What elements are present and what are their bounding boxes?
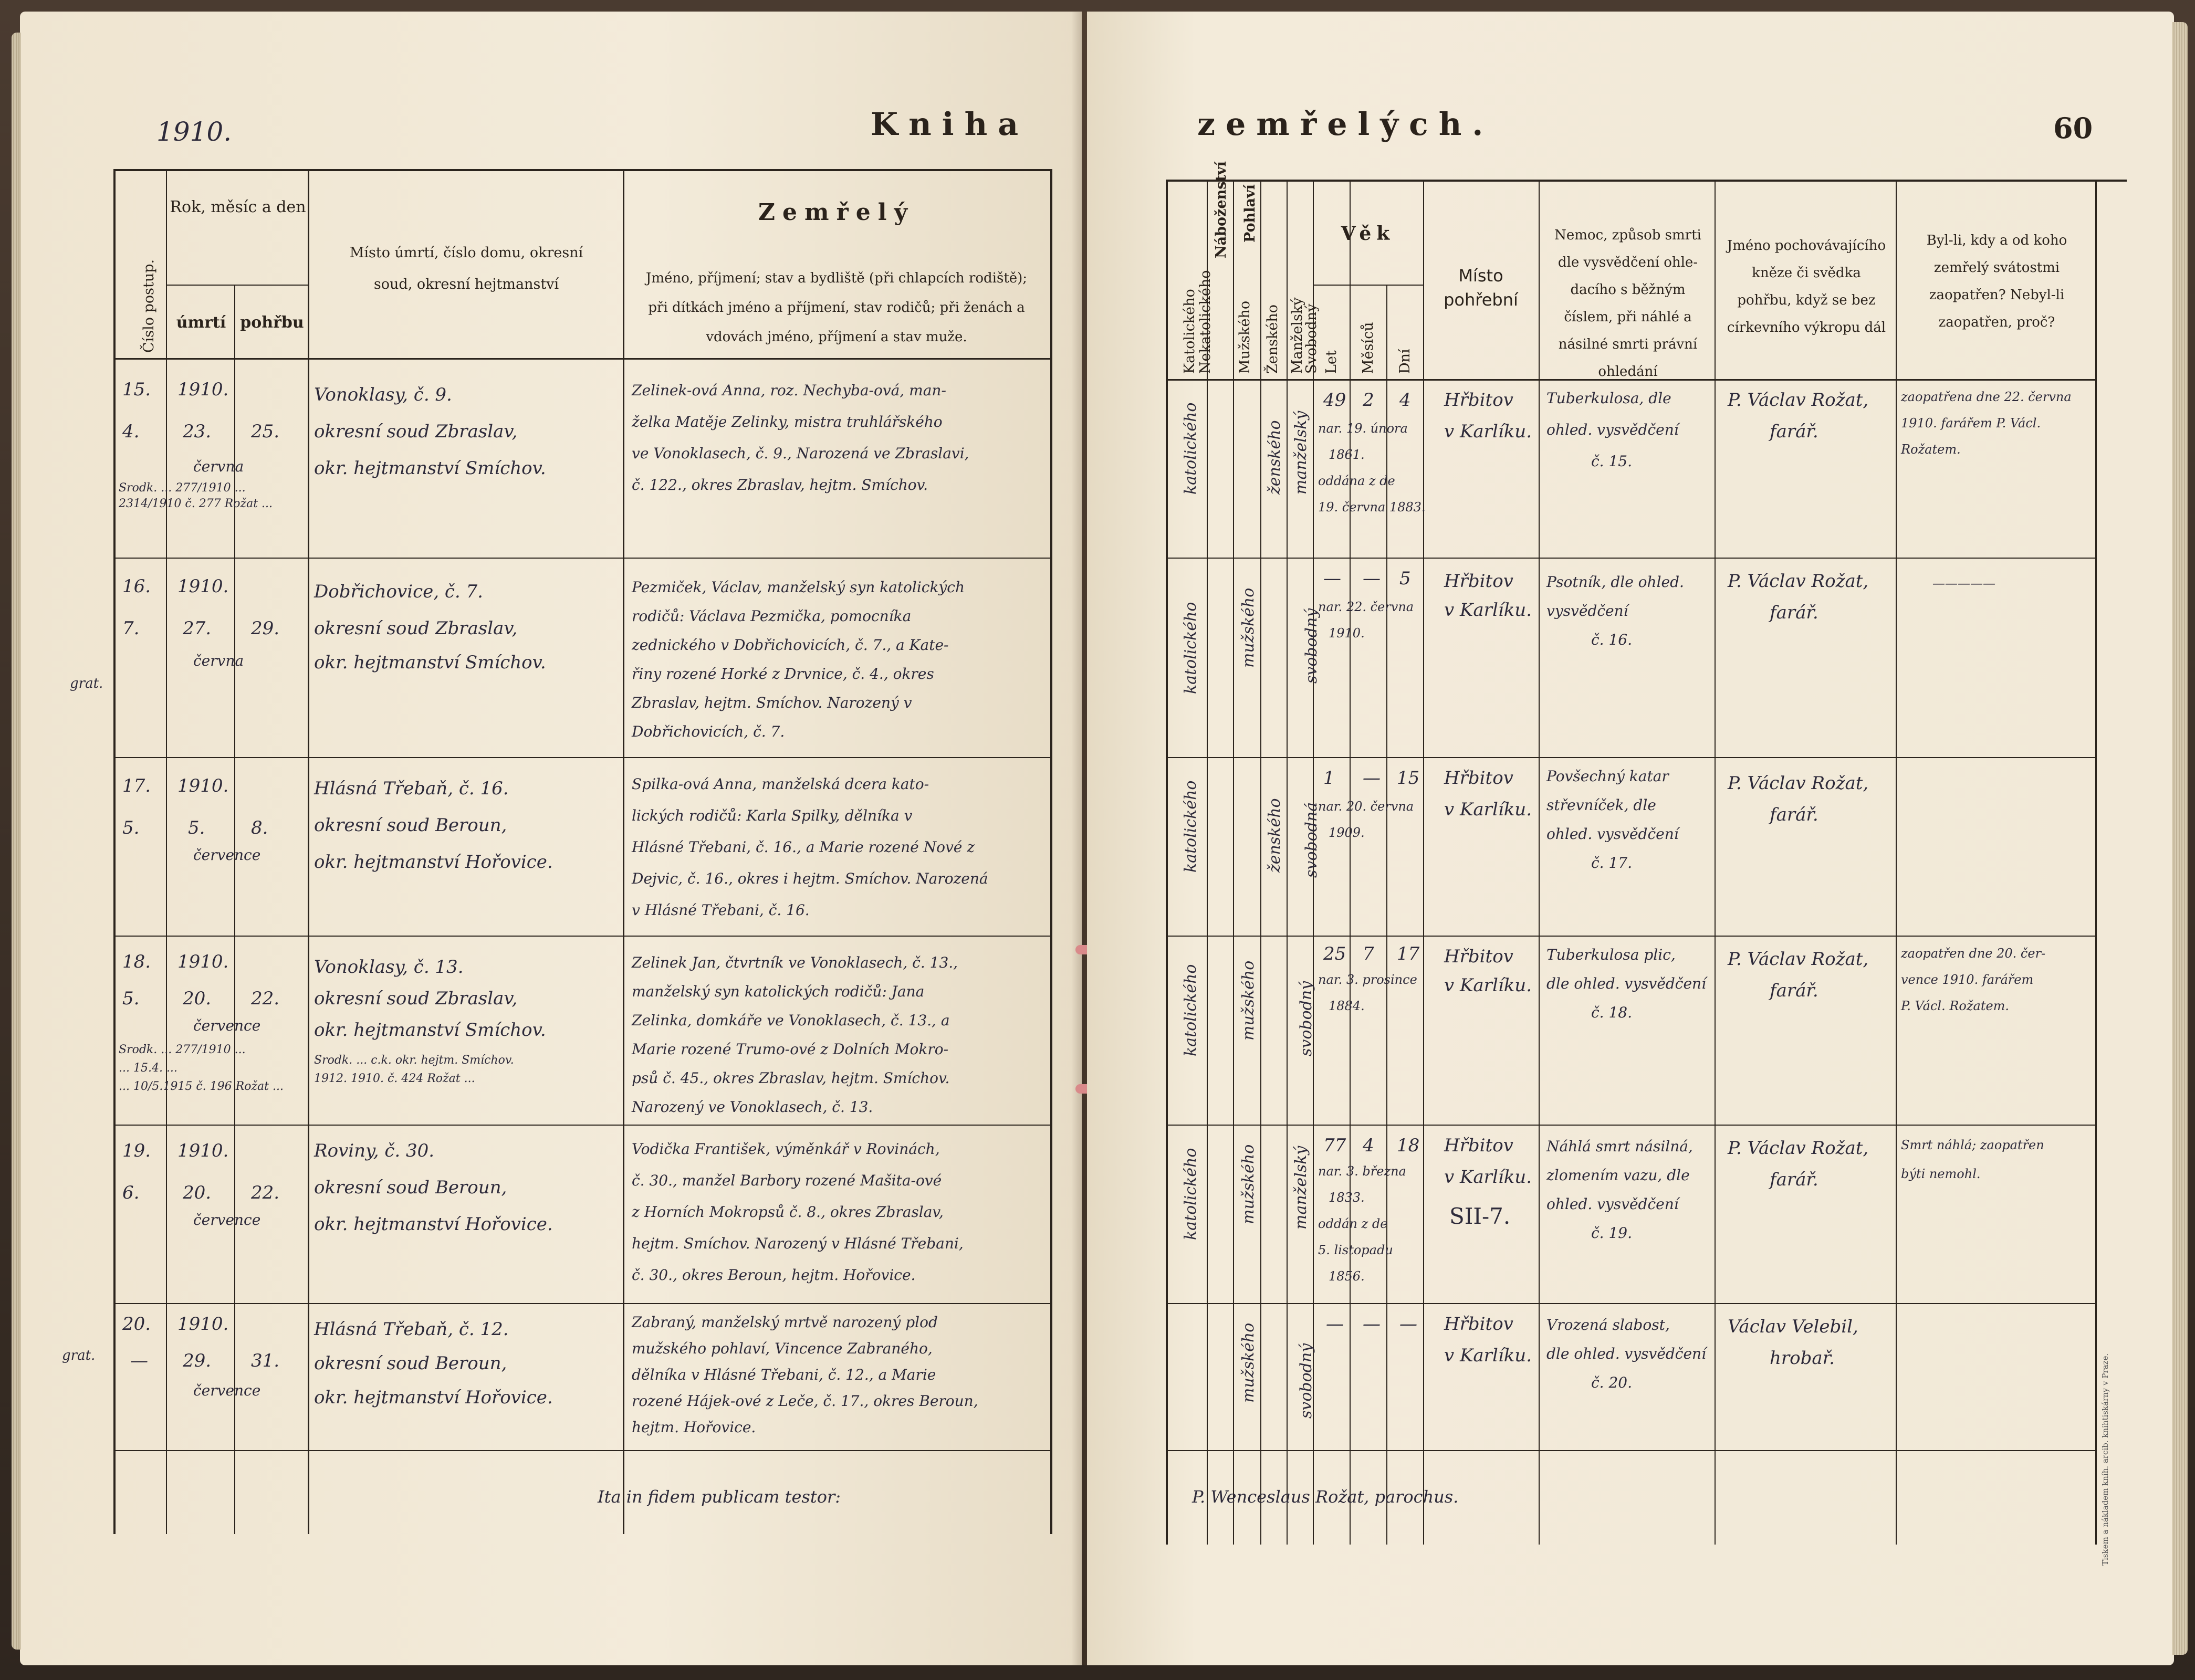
row-sacrament: zaopatřen dne 20. čer- [1901, 946, 2046, 961]
row-religion: katolického [1182, 402, 1200, 495]
row-religion: katolického [1182, 1148, 1200, 1240]
row-sacrament: P. Václ. Rožatem. [1901, 999, 2010, 1013]
row-birth: nar. 22. června [1318, 600, 1414, 614]
row-separator [1166, 1303, 2097, 1304]
row-age-days: 5 [1399, 568, 1411, 589]
left-page-edge [12, 33, 21, 1650]
row-margin-note: Srodk. ... 277/1910 ... [119, 1043, 246, 1056]
row-place: Vonoklasy, č. 9. [314, 384, 452, 405]
row-deceased: lických rodičů: Karla Spilky, dělníka v [632, 807, 913, 824]
footer-signature: P. Wenceslaus Rožat, parochus. [1192, 1487, 1459, 1507]
row-burial-day: 29. [251, 618, 280, 639]
header-burial: pohřbu [240, 313, 304, 332]
row-age-days: — [1399, 1314, 1417, 1335]
row-disease: č. 16. [1591, 631, 1633, 648]
col-line [1350, 180, 1351, 1545]
row-sex: mužského [1239, 960, 1258, 1041]
row-month: července [193, 1382, 261, 1399]
table-left-border [1166, 180, 1168, 1545]
row-separator [1166, 558, 2097, 559]
col-line [1207, 180, 1208, 1545]
row-disease: Psotník, dle ohled. [1546, 573, 1684, 591]
row-age-days: 18 [1397, 1135, 1420, 1156]
row-deceased: Vodička František, výměnkář v Rovinách, [632, 1140, 940, 1158]
row-place-note: Srodk. ... c.k. okr. hejtm. Smíchov. [314, 1054, 514, 1067]
right-page-edge [2172, 22, 2188, 1655]
row-deceased: rodičů: Václava Pezmička, pomocníka [632, 607, 912, 625]
row-burial-day: 25. [251, 421, 280, 442]
row-deceased: mužského pohlaví, Vincence Zabraného, [632, 1340, 933, 1357]
row-disease: Povšechný katar [1546, 768, 1669, 785]
row-burial-place: Hřbitov [1444, 1135, 1513, 1156]
row-priest: farář. [1770, 980, 1818, 1001]
row-death-day: 20. [183, 988, 212, 1009]
row-separator [113, 757, 1052, 758]
row-status: svobodná [1302, 802, 1321, 878]
row-priest: P. Václav Rožat, [1728, 1138, 1869, 1159]
row-deceased: manželský syn katolických rodičů: Jana [632, 983, 925, 1000]
row-burial-place: Hřbitov [1444, 390, 1513, 411]
row-age-months: 2 [1363, 390, 1374, 411]
row-burial-place: v Karlíku. [1444, 1345, 1532, 1366]
row-place: Hlásná Třebaň, č. 12. [314, 1319, 509, 1340]
col-line [1896, 180, 1897, 1545]
header-death: úmrtí [176, 313, 226, 332]
row-sacrament: 1910. farářem P. Václ. [1901, 416, 2041, 430]
row-sacrament: ————— [1932, 576, 1995, 591]
row-disease: vysvědčení [1546, 602, 1628, 620]
header-age: Věk [1341, 223, 1395, 245]
row-no: 20. [122, 1314, 151, 1335]
row-day: — [130, 1350, 148, 1371]
row-priest: farář. [1770, 602, 1818, 623]
row-month: července [193, 1017, 261, 1034]
row-burial-place: v Karlíku. [1444, 975, 1532, 996]
page-title-right: zemřelých. [1197, 106, 1494, 143]
row-place: okr. hejtmanství Hořovice. [314, 1214, 553, 1235]
row-sex: ženského [1266, 420, 1284, 495]
row-margin-note: ... 15.4. ... [119, 1062, 177, 1075]
year-mark: 1910. [156, 117, 232, 147]
left-page [20, 12, 1082, 1665]
row-status: manželský [1292, 411, 1310, 495]
row-birth: nar. 3. března [1318, 1164, 1406, 1179]
table-top-border [1166, 180, 2127, 182]
row-year: 1910. [177, 379, 229, 400]
row-separator [113, 558, 1052, 559]
row-separator [113, 936, 1052, 937]
col-line [1233, 180, 1234, 1545]
row-age-days: 15 [1397, 768, 1420, 789]
row-place: okr. hejtmanství Smíchov. [314, 458, 546, 479]
row-separator [1166, 1450, 2097, 1451]
row-age-months: — [1363, 568, 1381, 589]
row-place: Hlásná Třebaň, č. 16. [314, 778, 509, 799]
header-bottom-border [113, 358, 1052, 360]
col-line [1260, 180, 1261, 1545]
row-disease: střevníček, dle [1546, 796, 1656, 814]
col-line [1423, 180, 1424, 1545]
row-place: okr. hejtmanství Smíchov. [314, 1020, 546, 1041]
header-married: Manželský [1289, 297, 1305, 374]
row-deceased: č. 30., okres Beroun, hejtm. Hořovice. [632, 1266, 916, 1284]
row-burial-place: Hřbitov [1444, 768, 1513, 789]
row-deceased: Marie rozené Trumo-ové z Dolních Mokro- [632, 1041, 949, 1058]
row-priest: farář. [1770, 421, 1818, 442]
row-age-months: 4 [1363, 1135, 1374, 1156]
col-line [1539, 180, 1540, 1545]
row-deceased: hejtm. Smíchov. Narozený v Hlásné Třebani, [632, 1235, 964, 1252]
row-place: Roviny, č. 30. [314, 1140, 435, 1161]
row-separator [1166, 936, 2097, 937]
row-deceased: v Hlásné Třebani, č. 16. [632, 901, 810, 919]
row-margin-note: 2314/1910 č. 277 Rožat ... [119, 497, 273, 510]
row-age-months: — [1363, 1314, 1381, 1335]
row-age-days: 4 [1399, 390, 1411, 411]
row-place: okresní soud Zbraslav, [314, 988, 518, 1009]
header-number: Číslo postup. [141, 259, 157, 353]
header-burial-place: Místo pohřební [1444, 266, 1518, 310]
row-day: 5. [122, 988, 140, 1009]
row-disease: ohled. vysvědčení [1546, 825, 1679, 843]
row-deceased: Zelinek Jan, čtvrtník ve Vonoklasech, č. 13., [632, 954, 958, 971]
row-priest: P. Václav Rožat, [1728, 949, 1869, 970]
row-no: 18. [122, 951, 151, 972]
row-death-day: 5. [188, 817, 205, 838]
row-age-months: 7 [1363, 943, 1374, 964]
row-place: okresní soud Beroun, [314, 815, 507, 836]
row-religion: katolického [1182, 964, 1200, 1056]
row-disease: Vrozená slabost, [1546, 1316, 1670, 1334]
row-status: svobodný [1297, 981, 1315, 1056]
header-single: Svobodný [1303, 303, 1320, 374]
table-left-border [113, 169, 116, 1534]
row-sacrament: vence 1910. farářem [1901, 972, 2034, 987]
row-place: Vonoklasy, č. 13. [314, 957, 464, 978]
row-no: 19. [122, 1140, 151, 1161]
col-line [308, 169, 309, 1534]
row-year: 1910. [177, 775, 229, 796]
row-deceased: dělníka v Hlásné Třebani, č. 12., a Marie [632, 1366, 936, 1383]
row-place: okr. hejtmanství Smíchov. [314, 652, 546, 673]
row-age-years: 49 [1323, 390, 1346, 411]
row-deceased: Zabraný, manželský mrtvě narozený plod [632, 1314, 938, 1331]
row-place: okr. hejtmanství Hořovice. [314, 852, 553, 873]
row-month: června [193, 652, 244, 669]
row-no: 16. [122, 576, 151, 597]
row-margin-note: Srodk. ... 277/1910 ... [119, 481, 246, 495]
header-female: Ženského [1264, 304, 1281, 374]
row-month: června [193, 458, 244, 475]
row-burial-day: 31. [251, 1350, 280, 1371]
row-place: okr. hejtmanství Hořovice. [314, 1387, 553, 1408]
row-burial-day: 22. [251, 1182, 280, 1203]
row-age-years: 25 [1323, 943, 1346, 964]
row-day: 4. [122, 421, 140, 442]
table-top-border [113, 169, 1052, 171]
header-deceased-desc: Jméno, příjmení; stav a bydliště (při chlapcích rodiště); při dítkách jméno a příjmení, stav rodičů; při ženách a vdovách jméno, příjmení a stav muže. [645, 270, 1028, 345]
header-disease: Nemoc, způsob smrti dle vysvědčení ohle-dacího s běžným číslem, při náhlé a násilné smrti právní ohledání [1554, 227, 1701, 380]
row-priest: farář. [1770, 1169, 1818, 1190]
row-death-day: 23. [183, 421, 212, 442]
row-priest: P. Václav Rožat, [1728, 390, 1869, 411]
header-date-group: Rok, měsíc a den [170, 198, 306, 216]
row-status: svobodný [1297, 1343, 1315, 1419]
row-deceased: č. 30., manžel Barbory rozené Mašita-ové [632, 1172, 942, 1189]
row-day: 6. [122, 1182, 140, 1203]
table-right-border [2095, 180, 2097, 1545]
row-day: 7. [122, 618, 140, 639]
row-no: 15. [122, 379, 151, 400]
table-right-border [1050, 169, 1052, 1534]
row-year: 1910. [177, 951, 229, 972]
row-birth: oddána z de [1318, 474, 1395, 488]
row-year: 1910. [177, 1314, 229, 1335]
row-deceased: Zelinek-ová Anna, roz. Nechyba-ová, man- [632, 382, 946, 399]
header-catholic: Katolického [1182, 289, 1198, 374]
row-disease: dle ohled. vysvědčení [1546, 975, 1707, 992]
row-deceased: Zelinka, domkáře ve Vonoklasech, č. 13., a [632, 1012, 950, 1029]
row-burial-day: 8. [251, 817, 268, 838]
row-birth: nar. 19. února [1318, 421, 1408, 436]
row-disease: Náhlá smrt násilná, [1546, 1138, 1693, 1155]
row-sacrament: zaopatřena dne 22. června [1901, 390, 2072, 404]
row-place: okresní soud Zbraslav, [314, 618, 518, 639]
row-birth: 1861. [1329, 447, 1365, 462]
row-deceased: Hlásné Třebani, č. 16., a Marie rozené Nové z [632, 838, 975, 856]
row-separator [1166, 1125, 2097, 1126]
row-deceased: psů č. 45., okres Zbraslav, hejtm. Smíchov. [632, 1069, 950, 1087]
row-burial-place: v Karlíku. [1444, 1167, 1532, 1188]
row-birth: 1909. [1329, 825, 1365, 840]
row-age-years: — [1323, 568, 1341, 589]
header-place: Místo úmrtí, číslo domu, okresní soud, okresní hejtmanství [349, 245, 583, 292]
row-deceased: Spilka-ová Anna, manželská dcera kato- [632, 775, 929, 793]
row-grave-note: SII-7. [1449, 1203, 1511, 1229]
header-months: Měsíců [1360, 322, 1376, 374]
row-no: 17. [122, 775, 151, 796]
row-birth: 1884. [1329, 999, 1365, 1013]
row-year: 1910. [177, 1140, 229, 1161]
row-age-years: 1 [1323, 768, 1335, 789]
col-line [623, 169, 624, 1534]
row-birth: 5. listopadu [1318, 1243, 1393, 1257]
col-line [1287, 180, 1288, 1545]
row-burial-place: v Karlíku. [1444, 421, 1532, 442]
row-birth: nar. 20. června [1318, 799, 1414, 814]
row-death-day: 20. [183, 1182, 212, 1203]
row-sacrament: Rožatem. [1901, 442, 1961, 457]
row-year: 1910. [177, 576, 229, 597]
date-subheader-line [166, 285, 308, 286]
row-separator [113, 1125, 1052, 1126]
row-birth: 1856. [1329, 1269, 1365, 1284]
row-sex: mužského [1239, 1322, 1258, 1403]
row-age-days: 17 [1397, 943, 1420, 964]
row-place-note: 1912. 1910. č. 424 Rožat ... [314, 1072, 475, 1085]
row-place: Dobřichovice, č. 7. [314, 581, 483, 602]
row-disease: dle ohled. vysvědčení [1546, 1345, 1707, 1362]
row-birth: 19. června 1883. [1318, 500, 1426, 514]
row-age-months: — [1363, 768, 1381, 789]
row-age-years: 77 [1323, 1135, 1346, 1156]
row-priest: P. Václav Rožat, [1728, 571, 1869, 592]
row-age-years: — [1326, 1314, 1344, 1335]
row-death-day: 27. [183, 618, 212, 639]
row-burial-day: 22. [251, 988, 280, 1009]
row-deceased: zednického v Dobřichovicích, č. 7., a Kate- [632, 636, 949, 654]
row-deceased: Narozený ve Vonoklasech, č. 13. [632, 1098, 873, 1116]
row-side-note: grat. [70, 676, 103, 691]
row-deceased: č. 122., okres Zbraslav, hejtm. Smíchov. [632, 476, 928, 494]
row-disease: zlomením vazu, dle [1546, 1167, 1690, 1184]
row-status: svobodný [1302, 608, 1321, 684]
row-disease: č. 20. [1591, 1374, 1633, 1391]
row-deceased: želka Matěje Zelinky, mistra truhlářského [632, 413, 943, 430]
print-note: Tiskem a nákladem kníh. arcib. knihtiskárny v Praze. [2100, 1353, 2110, 1566]
row-disease: ohled. vysvědčení [1546, 1195, 1679, 1213]
row-status: manželský [1292, 1146, 1310, 1230]
row-burial-place: v Karlíku. [1444, 600, 1532, 621]
row-sex: mužského [1239, 587, 1258, 668]
row-priest: hrobař. [1770, 1348, 1835, 1369]
row-separator [1166, 757, 2097, 758]
row-death-day: 29. [183, 1350, 212, 1371]
row-sex: ženského [1266, 798, 1284, 873]
age-subheader-line [1313, 285, 1423, 286]
row-deceased: Pezmiček, Václav, manželský syn katolických [632, 579, 965, 596]
header-years: Let [1323, 350, 1340, 374]
col-line [1715, 180, 1716, 1545]
row-deceased: Zbraslav, hejtm. Smíchov. Narozený v [632, 694, 912, 711]
row-priest: farář. [1770, 804, 1818, 825]
row-day: 5. [122, 817, 140, 838]
row-month: července [193, 846, 261, 864]
row-religion: katolického [1182, 602, 1200, 694]
header-priest: Jméno pochovávajícího kněze či svědka pohřbu, když se bez církevního výkropu dál [1727, 238, 1886, 335]
row-side-note: grat. [62, 1348, 96, 1363]
row-disease: č. 18. [1591, 1004, 1633, 1021]
row-sex: mužského [1239, 1144, 1258, 1224]
row-deceased: Dobřichovicích, č. 7. [632, 723, 785, 740]
header-male: Mužského [1237, 300, 1253, 374]
row-birth: 1910. [1329, 626, 1365, 640]
right-page [1087, 12, 2174, 1665]
row-deceased: řiny rozené Horké z Drvnice, č. 4., okres [632, 665, 934, 682]
row-priest: Václav Velebil, [1728, 1316, 1858, 1337]
row-burial-place: Hřbitov [1444, 571, 1513, 592]
footer-attestation: Ita in fidem publicam testor: [598, 1487, 841, 1507]
row-burial-place: Hřbitov [1444, 1314, 1513, 1335]
row-deceased: Dejvic, č. 16., okres i hejtm. Smíchov. Narozená [632, 870, 988, 887]
header-religion: Náboženství [1213, 161, 1229, 258]
header-days: Dní [1397, 349, 1413, 374]
row-disease: Tuberkulosa plic, [1546, 946, 1676, 963]
row-sacrament: býti nemohl. [1901, 1167, 1981, 1181]
row-burial-place: Hřbitov [1444, 946, 1513, 967]
row-disease: č. 19. [1591, 1224, 1633, 1242]
row-deceased: rozené Hájek-ové z Leče, č. 17., okres Beroun, [632, 1392, 978, 1410]
page-title-left: Kniha [871, 106, 1029, 143]
header-sex: Pohlaví [1242, 184, 1258, 243]
row-margin-note: ... 10/5.1915 č. 196 Rožat ... [119, 1080, 284, 1093]
page-number: 60 [2053, 111, 2093, 145]
row-place: okresní soud Zbraslav, [314, 421, 518, 442]
row-deceased: ve Vonoklasech, č. 9., Narozená ve Zbraslavi, [632, 445, 969, 462]
col-line [166, 169, 167, 1534]
header-noncatholic: Nekatolického [1197, 270, 1214, 374]
row-place: okresní soud Beroun, [314, 1177, 507, 1198]
header-deceased: Zemřelý [758, 199, 915, 226]
row-priest: P. Václav Rožat, [1728, 773, 1869, 794]
row-sacrament: Smrt náhlá; zaopatřen [1901, 1138, 2044, 1152]
row-deceased: z Horních Mokropsů č. 8., okres Zbraslav, [632, 1203, 944, 1221]
row-separator [113, 1303, 1052, 1304]
header-sacrament: Byl-li, kdy a od koho zemřelý svátostmi zaopatřen? Nebyl-li zaopatřen, proč? [1926, 233, 2067, 330]
row-religion: katolického [1182, 780, 1200, 873]
row-month: července [193, 1211, 261, 1228]
row-birth: 1833. [1329, 1190, 1365, 1205]
row-disease: č. 15. [1591, 453, 1633, 470]
row-place: okresní soud Beroun, [314, 1353, 507, 1374]
row-birth: nar. 3. prosince [1318, 972, 1417, 987]
row-disease: ohled. vysvědčení [1546, 421, 1679, 438]
row-deceased: hejtm. Hořovice. [632, 1419, 756, 1436]
row-birth: oddán z de [1318, 1216, 1388, 1231]
row-disease: Tuberkulosa, dle [1546, 390, 1671, 407]
row-separator [113, 1450, 1052, 1451]
row-burial-place: v Karlíku. [1444, 799, 1532, 820]
row-disease: č. 17. [1591, 854, 1633, 872]
